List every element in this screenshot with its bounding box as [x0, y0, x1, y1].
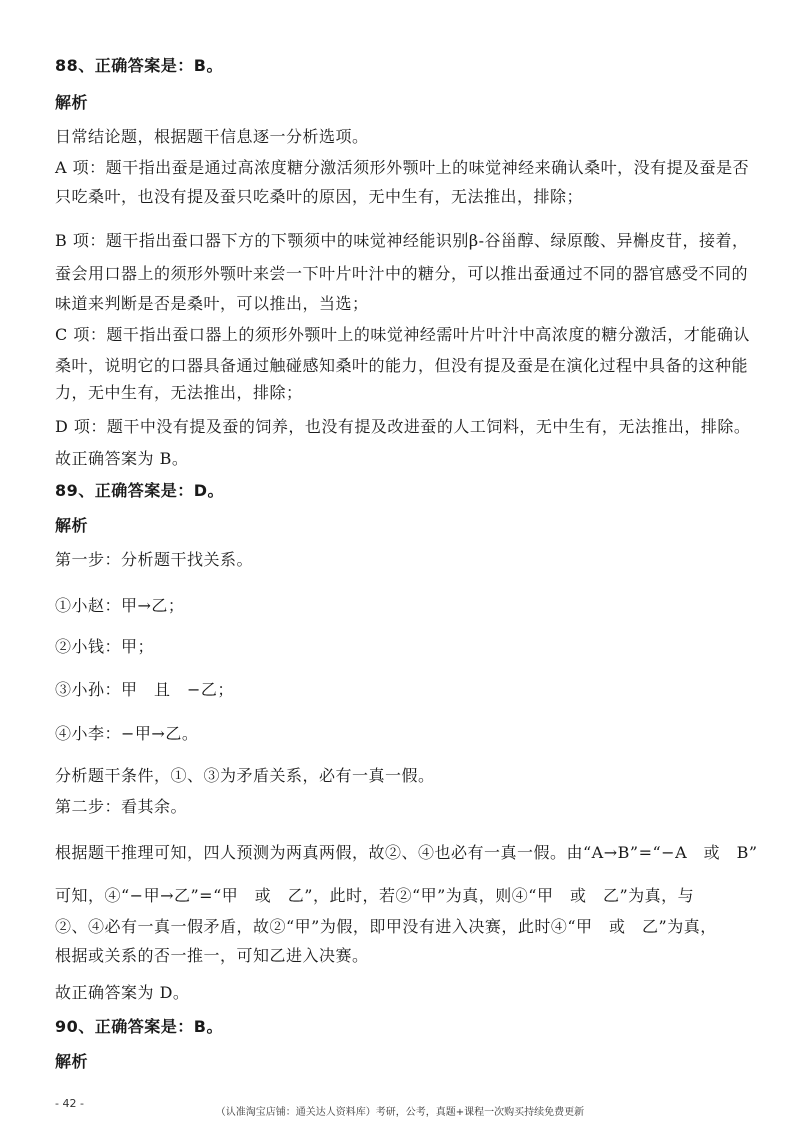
q89-line: 故正确答案为 D。	[55, 983, 190, 1002]
q89-line: ②小钱：甲；	[55, 637, 155, 656]
q89-line: 第一步：分析题干找关系。	[55, 550, 254, 569]
q88-line: 蚕会用口器上的须形外颚叶来尝一下叶片叶汁中的糖分，可以推出蚕通过不同的器官感受不同的	[55, 264, 749, 283]
q89-line: 可知，④“−甲→乙”=“甲 或 乙”，此时，若②“甲”为真，则④“甲 或 乙”为真，与	[55, 886, 695, 905]
q89-heading: 89、正确答案是：D。	[55, 481, 225, 500]
q90-analysis-label: 解析	[55, 1052, 89, 1071]
q88-line: 味道来判断是否是桑叶，可以推出，当选；	[55, 294, 369, 313]
q88-line: C 项：题干指出蚕口器上的须形外颚叶上的味觉神经需叶片叶汁中高浓度的糖分激活，才能确认	[55, 325, 750, 344]
q88-line: 力，无中生有，无法推出，排除；	[55, 383, 303, 402]
q88-line: 日常结论题，根据题干信息逐一分析选项。	[55, 127, 369, 146]
q89-line: ③小孙：甲 且 −乙；	[55, 680, 234, 699]
q88-analysis-label: 解析	[55, 93, 89, 112]
q88-line: B 项：题干指出蚕口器下方的下颚须中的味觉神经能识别β-谷甾醇、绿原酸、异槲皮苷，接着，	[55, 231, 749, 250]
q89-analysis-label: 解析	[55, 516, 89, 535]
q89-line: ①小赵：甲→乙；	[55, 596, 185, 615]
q88-line: 故正确答案为 B。	[55, 449, 189, 468]
q89-line: ④小李：−甲→乙。	[55, 724, 199, 743]
q89-line: 根据题干推理可知，四人预测为两真两假，故②、④也必有一真一假。由“A→B”=“−A 或 B”	[55, 843, 758, 862]
footer-note: （认准淘宝店铺：通关达人资料库）考研，公考，真题+课程一次购买持续免费更新	[215, 1107, 585, 1118]
q88-heading: 88、正确答案是：B。	[55, 56, 223, 75]
q88-line: 桑叶，说明它的口器具备通过触碰感知桑叶的能力，但没有提及蚕是在演化过程中具备的这种能	[55, 356, 749, 375]
q89-line: 根据或关系的否一推一，可知乙进入决赛。	[55, 946, 369, 965]
page-number: - 42 -	[55, 1097, 84, 1110]
q90-heading: 90、正确答案是：B。	[55, 1017, 223, 1036]
q89-line: ②、④必有一真一假矛盾，故②“甲”为假，即甲没有进入决赛，此时④“甲 或 乙”为真，	[55, 917, 717, 936]
q88-line: A 项：题干指出蚕是通过高浓度糖分激活须形外颚叶上的味觉神经来确认桑叶，没有提及蚕是否	[55, 158, 750, 177]
q89-line: 分析题干条件，①、③为矛盾关系，必有一真一假。	[55, 766, 435, 785]
q88-line: D 项：题干中没有提及蚕的饲养，也没有提及改进蚕的人工饲料，无中生有，无法推出，排除。	[55, 417, 751, 436]
q89-line: 第二步：看其余。	[55, 797, 188, 816]
q88-line: 只吃桑叶，也没有提及蚕只吃桑叶的原因，无中生有，无法推出，排除；	[55, 187, 584, 206]
